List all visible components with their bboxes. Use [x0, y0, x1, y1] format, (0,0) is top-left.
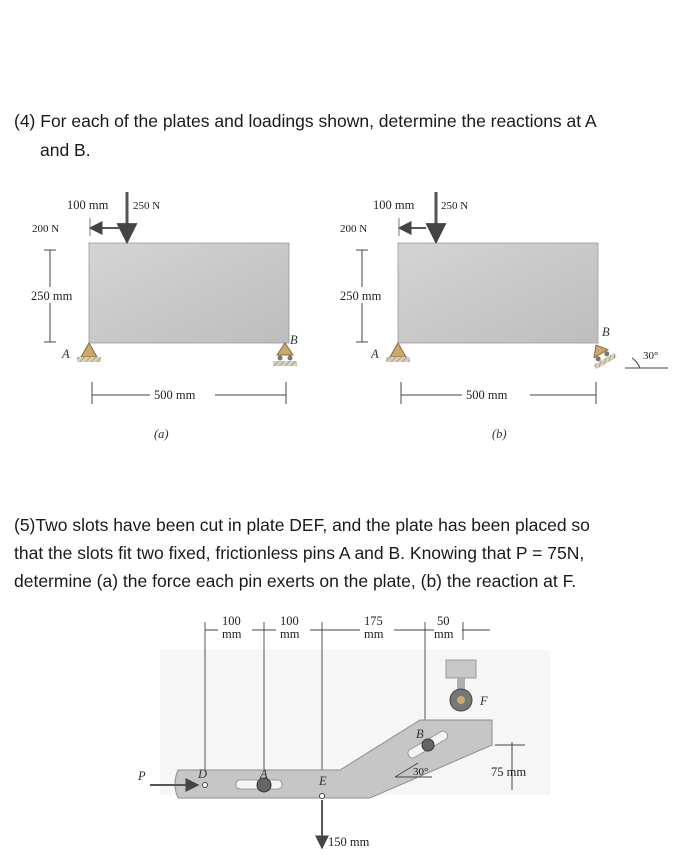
dim2-unit: mm	[280, 627, 300, 641]
point-a-label-b: A	[371, 347, 379, 361]
roller-wheel-2-a	[288, 356, 293, 361]
dim4-unit: mm	[434, 627, 454, 641]
force-250-label-a: 250 N	[133, 200, 161, 212]
point-b-label-5: B	[416, 727, 424, 741]
force-p-label: P	[138, 769, 146, 783]
caption-b: (b)	[492, 427, 507, 441]
support-a-ground-a	[77, 357, 101, 362]
support-a-pin-b	[390, 343, 406, 357]
support-b-ground-a	[273, 361, 297, 366]
point-d-dot	[203, 783, 208, 788]
angle-arc-b	[632, 358, 640, 368]
support-a-ground-b	[386, 357, 410, 362]
force-150-label: 150 mm	[328, 835, 370, 849]
dim3-unit: mm	[364, 627, 384, 641]
point-a-label-5: A	[260, 767, 268, 781]
point-f-label: F	[480, 694, 488, 708]
problem-5-line-1: (5)Two slots have been cut in plate DEF, and the plate has been placed so	[14, 515, 590, 535]
roller-f-hub	[457, 696, 465, 704]
caption-a: (a)	[154, 427, 169, 441]
force-200-label-b: 200 N	[340, 223, 368, 235]
dim1-number: 100	[222, 614, 241, 628]
dim-500-label-b: 500 mm	[466, 388, 508, 402]
support-a-pin-a	[81, 343, 97, 357]
dim-100-label-b: 100 mm	[373, 198, 415, 212]
problem-5-line-2: that the slots fit two fixed, frictionless pins A and B. Knowing that P = 75N,	[14, 543, 585, 563]
dim-250-label-a: 250 mm	[31, 289, 73, 303]
pin-b	[422, 739, 434, 751]
angle-label-b: 30°	[643, 350, 659, 362]
point-b-label-b: B	[602, 325, 610, 339]
point-e-dot	[320, 794, 325, 799]
force-200-label-a: 200 N	[32, 223, 60, 235]
dim3-number: 175	[364, 614, 383, 628]
dim-500-label-a: 500 mm	[154, 388, 196, 402]
dim2-number: 100	[280, 614, 299, 628]
problem-4-line-2: and B.	[40, 140, 91, 160]
dim4-number: 50	[437, 614, 450, 628]
problem-5-line-3: determine (a) the force each pin exerts on the plate, (b) the reaction at F.	[14, 571, 577, 591]
support-b-inclined-b	[586, 339, 617, 369]
point-b-label-a: B	[290, 333, 298, 347]
angle-label-5: 30°	[413, 766, 429, 778]
figure-b	[339, 192, 668, 441]
force-250-label-b: 250 N	[441, 200, 469, 212]
point-d-label: D	[198, 767, 208, 781]
point-e-label: E	[319, 774, 327, 788]
problem-4-line-1: (4) For each of the plates and loadings shown, determine the reactions at A	[14, 111, 597, 131]
roller-f-mount	[446, 660, 476, 678]
figure-a	[30, 192, 298, 441]
plate-a	[89, 243, 289, 343]
dim-100-label-a: 100 mm	[67, 198, 109, 212]
figure-5	[137, 613, 550, 849]
roller-wheel-1-a	[278, 356, 283, 361]
plate-b	[398, 243, 598, 343]
dim1-unit: mm	[222, 627, 242, 641]
dim-75-label: 75 mm	[491, 765, 527, 779]
point-a-label-a: A	[62, 347, 70, 361]
dim-250-label-b: 250 mm	[340, 289, 382, 303]
